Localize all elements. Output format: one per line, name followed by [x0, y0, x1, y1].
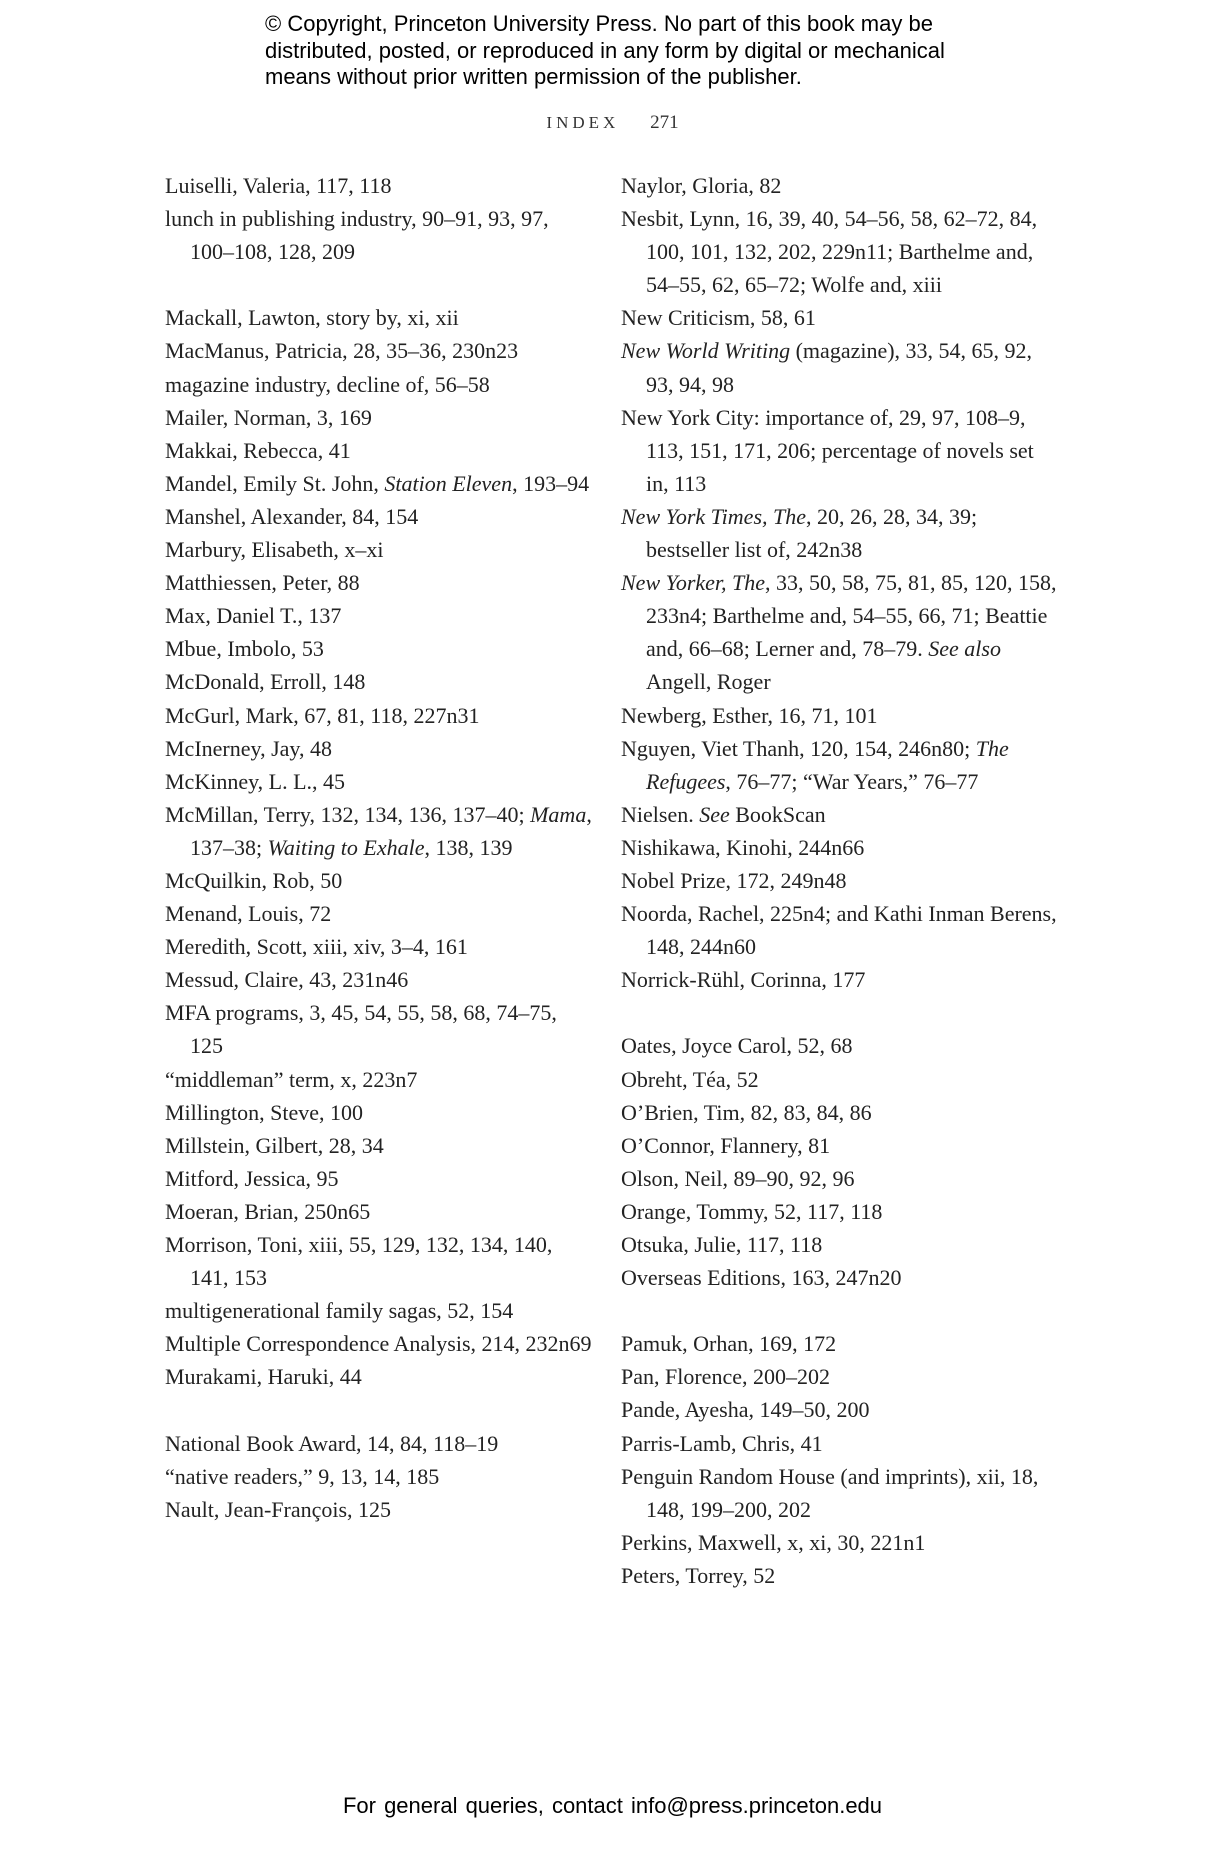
- index-entry-text: Noorda, Rachel, 225n4; and Kathi Inman Berens, 148, 244n60: [621, 901, 1057, 960]
- index-entry: [165, 1162, 595, 1195]
- index-entry: [621, 732, 1061, 798]
- index-entry: [165, 665, 595, 698]
- index-entry-text: Naylor, Gloria, 82: [621, 173, 782, 198]
- index-entry: [165, 566, 595, 599]
- index-entry: [165, 169, 595, 202]
- index-entry: [165, 301, 595, 334]
- index-entry-text: McDonald, Erroll, 148: [165, 669, 366, 695]
- copyright-notice: [265, 11, 1025, 91]
- index-entry-text: Mailer, Norman, 3, 169: [165, 404, 372, 430]
- index-entry-text: Nguyen, Viet Thanh, 120, 154, 246n80;: [621, 735, 976, 761]
- index-entry-text: New Criticism, 58, 61: [621, 305, 816, 331]
- index-entry-text: “middleman” term, x, 223n7: [165, 1066, 418, 1092]
- index-entry-text: , 137–38;: [190, 801, 592, 860]
- index-entry-text: Menand, Louis, 72: [165, 901, 332, 927]
- index-entry-text: Millington, Steve, 100: [165, 1099, 363, 1125]
- index-entry-text: Morrison, Toni, xiii, 55, 129, 132, 134, 140, 141, 153: [165, 1232, 553, 1291]
- index-entry-text: McQuilkin, Rob, 50: [165, 867, 343, 893]
- index-entry-text: BookScan: [729, 801, 826, 827]
- section-break: [621, 1294, 1061, 1327]
- index-entry: [165, 202, 595, 268]
- index-entry-text: New York City: importance of, 29, 97, 108–9, 113, 151, 171, 206; percentage of novels set in, 113: [621, 404, 1034, 496]
- copyright-line: distributed, posted, or reproduced in any form by digital or mechanical: [265, 37, 945, 63]
- index-entry-title: New York Times, The: [621, 503, 807, 529]
- index-entry: [165, 699, 595, 732]
- index-entry-text: , 193–94: [512, 470, 590, 496]
- index-entry: [621, 202, 1061, 301]
- index-entry: [165, 334, 595, 367]
- index-entry: [621, 831, 1061, 864]
- index-entry: [621, 401, 1061, 500]
- index-entry-text: Pan, Florence, 200–202: [621, 1364, 830, 1390]
- index-entry-text: Mbue, Imbolo, 53: [165, 636, 324, 662]
- index-entry-text: multigenerational family sagas, 52, 154: [165, 1298, 514, 1324]
- index-entry-text: Nault, Jean-François, 125: [165, 1496, 392, 1522]
- index-entry-text: Moeran, Brian, 250n65: [165, 1198, 371, 1224]
- index-entry-text: MacManus, Patricia, 28, 35–36, 230n23: [165, 338, 519, 364]
- index-entry-text: Pande, Ayesha, 149–50, 200: [621, 1397, 870, 1423]
- index-entry-text: McKinney, L. L., 45: [165, 768, 346, 794]
- index-column-left: [165, 169, 595, 1526]
- index-entry-text: Olson, Neil, 89–90, 92, 96: [621, 1165, 855, 1191]
- index-entry-title: See: [699, 801, 730, 827]
- index-entry: [165, 1129, 595, 1162]
- index-entry: [165, 732, 595, 765]
- index-entry-text: , 33, 50, 58, 75, 81, 85, 120, 158, 233n4; Barthelme and, 54–55, 66, 71; Beattie and, 66–68; Lerner and, 78–79.: [646, 570, 1057, 662]
- index-entry-text: Mandel, Emily St. John,: [165, 470, 385, 496]
- section-break: [165, 268, 595, 301]
- index-column-right: [621, 169, 1061, 1592]
- index-entry: [165, 401, 595, 434]
- index-entry-text: Mitford, Jessica, 95: [165, 1165, 339, 1191]
- index-entry-text: Murakami, Haruki, 44: [165, 1364, 362, 1390]
- index-entry: [621, 500, 1061, 566]
- index-entry: [621, 1526, 1061, 1559]
- index-entry: [165, 632, 595, 665]
- index-entry: [621, 897, 1061, 963]
- index-entry: [621, 334, 1061, 400]
- index-entry: [165, 864, 595, 897]
- index-entry-text: Mackall, Lawton, story by, xi, xii: [165, 305, 459, 331]
- index-entry: [165, 1327, 595, 1360]
- index-entry: [621, 1228, 1061, 1261]
- index-entry-text: Peters, Torrey, 52: [621, 1562, 776, 1588]
- index-entry: [621, 1393, 1061, 1426]
- index-entry: [165, 368, 595, 401]
- index-entry: [621, 1427, 1061, 1460]
- index-entry: [621, 1162, 1061, 1195]
- index-entry-text: Matthiessen, Peter, 88: [165, 570, 360, 596]
- index-entry-text: Nobel Prize, 172, 249n48: [621, 867, 847, 893]
- index-entry: [165, 599, 595, 632]
- index-entry: [165, 1294, 595, 1327]
- index-entry-text: Orange, Tommy, 52, 117, 118: [621, 1198, 883, 1224]
- index-entry: [165, 1228, 595, 1294]
- index-entry-text: Luiselli, Valeria, 117, 118: [165, 173, 392, 198]
- index-entry: [165, 1063, 595, 1096]
- index-entry-text: Pamuk, Orhan, 169, 172: [621, 1331, 837, 1357]
- index-entry-text: Nesbit, Lynn, 16, 39, 40, 54–56, 58, 62–72, 84, 100, 101, 132, 202, 229n11; Barthelme and, 54–55, 62, 65–72; Wolfe and, xiii: [621, 206, 1038, 298]
- index-entry-text: Parris-Lamb, Chris, 41: [621, 1430, 823, 1456]
- index-entry-text: Marbury, Elisabeth, x–xi: [165, 537, 384, 563]
- index-entry: [621, 1261, 1061, 1294]
- index-entry-text: Penguin Random House (and imprints), xii, 18, 148, 199–200, 202: [621, 1463, 1039, 1522]
- index-entry: [621, 963, 1061, 996]
- index-entry-text: Obreht, Téa, 52: [621, 1066, 759, 1092]
- index-entry: [165, 533, 595, 566]
- index-entry-text: O’Brien, Tim, 82, 83, 84, 86: [621, 1099, 872, 1125]
- index-entry-text: Newberg, Esther, 16, 71, 101: [621, 702, 878, 728]
- index-entry-text: MFA programs, 3, 45, 54, 55, 58, 68, 74–75, 125: [165, 1000, 557, 1059]
- index-entry: [165, 1427, 595, 1460]
- section-break: [165, 1393, 595, 1426]
- index-entry: [621, 1559, 1061, 1592]
- index-entry-title: New Yorker, The: [621, 570, 766, 596]
- index-entry-title: Waiting to Exhale: [267, 834, 425, 860]
- index-entry-title: See also: [928, 636, 1001, 662]
- index-entry-text: (magazine), 33, 54, 65, 92, 93, 94, 98: [646, 338, 1033, 397]
- index-entry-text: National Book Award, 14, 84, 118–19: [165, 1430, 499, 1456]
- index-entry: [165, 1360, 595, 1393]
- index-entry: [165, 930, 595, 963]
- section-break: [621, 996, 1061, 1029]
- index-entry: [621, 1360, 1061, 1393]
- index-entry: [165, 963, 595, 996]
- index-entry: [621, 699, 1061, 732]
- index-entry: [165, 467, 595, 500]
- copyright-line: means without prior written permission of the publisher.: [265, 64, 802, 89]
- index-entry: [165, 1460, 595, 1493]
- index-entry-text: Nielsen.: [621, 801, 700, 827]
- index-entry: [621, 864, 1061, 897]
- index-entry-title: Station Eleven: [384, 470, 513, 496]
- index-entry-title: Mama: [530, 801, 587, 827]
- index-entry-text: magazine industry, decline of, 56–58: [165, 371, 490, 397]
- running-head: [0, 112, 1225, 134]
- index-entry: [621, 1195, 1061, 1228]
- index-entry-text: , 76–77; “War Years,” 76–77: [725, 768, 979, 794]
- index-entry: [621, 1129, 1061, 1162]
- index-entry: [621, 301, 1061, 334]
- index-entry-title: New World Writing: [621, 338, 791, 364]
- copyright-line: © Copyright, Princeton University Press. No part of this book may be: [265, 11, 933, 36]
- index-entry-text: McInerney, Jay, 48: [165, 735, 332, 761]
- index-entry: [621, 566, 1061, 698]
- index-entry: [165, 798, 595, 864]
- index-entry: [165, 897, 595, 930]
- index-entry: [165, 996, 595, 1062]
- index-entry: [621, 1096, 1061, 1129]
- index-entry-text: Multiple Correspondence Analysis, 214, 232n69: [165, 1331, 592, 1357]
- index-entry: [621, 798, 1061, 831]
- index-entry-text: “native readers,” 9, 13, 14, 185: [165, 1463, 440, 1489]
- index-entry: [165, 1493, 595, 1526]
- index-entry: [165, 765, 595, 798]
- index-entry: [165, 434, 595, 467]
- index-entry-text: Norrick-Rühl, Corinna, 177: [621, 967, 866, 993]
- section-title: INDEX: [546, 113, 620, 132]
- index-entry-text: Max, Daniel T., 137: [165, 603, 342, 629]
- index-entry-text: lunch in publishing industry, 90–91, 93, 97, 100–108, 128, 209: [165, 206, 549, 265]
- index-entry-text: , 138, 139: [424, 834, 513, 860]
- index-entry-text: Overseas Editions, 163, 247n20: [621, 1265, 902, 1291]
- index-entry-text: Nishikawa, Kinohi, 244n66: [621, 834, 865, 860]
- index-entry-text: O’Connor, Flannery, 81: [621, 1132, 831, 1158]
- index-entry-text: , 20, 26, 28, 34, 39; bestseller list of, 242n38: [646, 503, 978, 563]
- index-entry: [621, 1460, 1061, 1526]
- index-entry-text: Millstein, Gilbert, 28, 34: [165, 1132, 384, 1158]
- index-entry-text: Perkins, Maxwell, x, xi, 30, 221n1: [621, 1529, 926, 1555]
- index-entry-text: Meredith, Scott, xiii, xiv, 3–4, 161: [165, 934, 468, 960]
- index-entry-text: Otsuka, Julie, 117, 118: [621, 1232, 823, 1257]
- index-entry: [165, 500, 595, 533]
- index-entry-text: Messud, Claire, 43, 231n46: [165, 967, 409, 993]
- index-entry: [621, 1327, 1061, 1360]
- index-entry: [621, 1063, 1061, 1096]
- index-entry-text: Makkai, Rebecca, 41: [165, 437, 351, 463]
- page-number: 271: [650, 112, 679, 133]
- index-entry: [165, 1195, 595, 1228]
- index-entry-text: Angell, Roger: [646, 669, 771, 695]
- index-entry-text: Manshel, Alexander, 84, 154: [165, 503, 419, 529]
- index-entry-title: The Refugees: [646, 735, 1009, 794]
- index-entry-text: McMillan, Terry, 132, 134, 136, 137–40;: [165, 801, 531, 827]
- index-entry: [621, 1029, 1061, 1062]
- footer-contact: For general queries, contact info@press.princeton.edu: [342, 1793, 883, 1818]
- index-entry: [165, 1096, 595, 1129]
- index-entry-text: Oates, Joyce Carol, 52, 68: [621, 1033, 853, 1059]
- index-entry: [621, 169, 1061, 202]
- index-entry-text: McGurl, Mark, 67, 81, 118, 227n31: [165, 702, 480, 728]
